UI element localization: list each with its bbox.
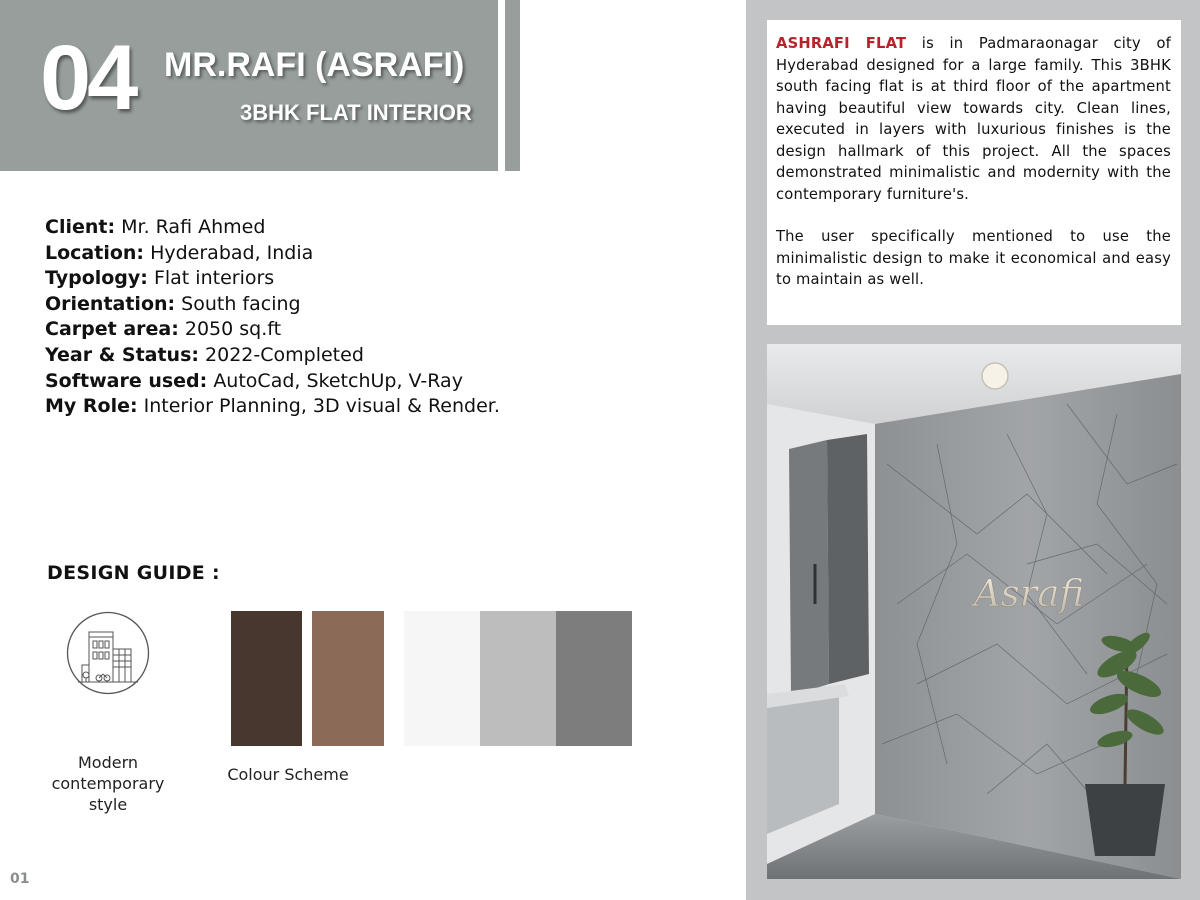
project-details (45, 215, 565, 420)
detail-year-status: Year & Status: 2022-Completed (45, 343, 364, 366)
interior-render-image (767, 344, 1181, 879)
page-number: 01 (10, 871, 30, 887)
project-description (767, 20, 1181, 325)
project-number: 04 (40, 27, 135, 129)
project-subtitle: 3BHK FLAT INTERIOR (240, 100, 472, 125)
detail-carpet-area: Carpet area: 2050 sq.ft (45, 318, 282, 341)
colour-swatch (312, 611, 384, 746)
project-name-highlight: ASHRAFI FLAT (776, 35, 907, 52)
detail-location: Location: Hyderabad, India (45, 241, 314, 264)
modern-building-icon (66, 611, 150, 695)
detail-role: My Role: Interior Planning, 3D visual & Render. (45, 395, 500, 418)
detail-software: Software used: AutoCad, SketchUp, V-Ray (45, 369, 463, 392)
detail-orientation: Orientation: South facing (45, 292, 301, 315)
colour-scheme-caption: Colour Scheme (227, 765, 349, 784)
colour-swatch (231, 611, 302, 746)
signage-text: Asrafi (973, 572, 1085, 615)
description-paragraph: The user specifically mentioned to use the minimalistic design to make it economical and easy to maintain as well. (776, 228, 1171, 288)
style-caption: Modern contemporary style (51, 753, 165, 814)
header-banner (0, 0, 498, 171)
header-stripe (505, 0, 520, 171)
colour-swatch (480, 611, 556, 746)
description-paragraph: ASHRAFI FLAT is in Padmaraonagar city of Hyderabad designed for a large family. This 3BHK south facing flat is at third floor of the apartment having beautiful view towards city. Clean lines, executed in layers with luxurious finishes is the design hallmark of this project. All the spaces demonstrated minimalistic and modernity with the contemporary furniture's. (776, 35, 1172, 203)
detail-typology: Typology: Flat interiors (45, 267, 275, 290)
colour-swatch (556, 611, 632, 746)
project-title: MR.RAFI (ASRAFI) (164, 46, 465, 84)
colour-swatch (404, 611, 480, 746)
detail-client: Client: Mr. Rafi Ahmed (45, 216, 266, 238)
design-guide-heading: DESIGN GUIDE : (47, 562, 220, 584)
